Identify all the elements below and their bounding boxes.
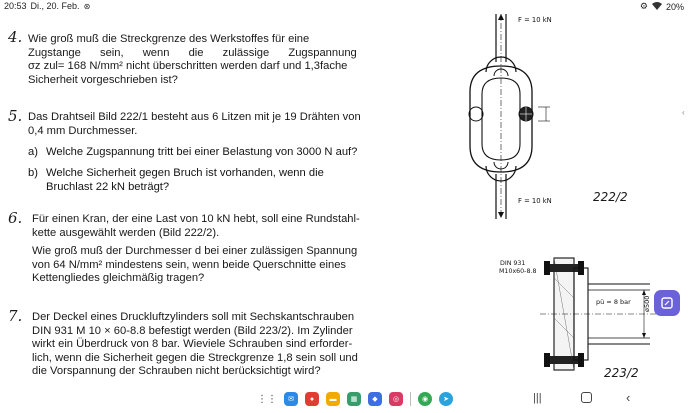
subtask-label: a) — [28, 146, 38, 158]
pressure-label: pü = 8 bar — [596, 298, 631, 306]
task-line: Kettengliedes gleichmäßig tragen? — [32, 272, 205, 285]
subtask-b — [28, 167, 373, 195]
navigation-bar — [0, 384, 690, 413]
status-date: Di., 20. Feb. — [30, 1, 80, 11]
task-5-text — [28, 111, 373, 138]
back-icon[interactable]: ‹ — [626, 390, 631, 405]
home-icon[interactable] — [581, 392, 592, 403]
subtask-line: Welche Sicherheit gegen Bruch ist vorhanden, wenn die — [46, 167, 324, 179]
task-line: Sicherheit vorgeschrieben ist? — [28, 73, 178, 86]
task-line: Wie groß muß der Durchmesser d bei einer zulässigen Spannung — [32, 245, 358, 258]
status-bar — [0, 0, 690, 14]
task-line: 0,4 mm Durchmesser. — [28, 124, 138, 137]
wifi-icon — [652, 2, 662, 12]
calendar-app-icon[interactable]: ▦ — [347, 392, 361, 406]
subtask-label: b) — [28, 167, 38, 179]
dock-divider — [410, 392, 411, 406]
task-line: Der Deckel eines Druckluftzylinders soll mit Sechskantschrauben — [32, 311, 355, 323]
messages-app-icon[interactable]: ✉ — [284, 392, 298, 406]
task-number: 6. — [8, 209, 23, 227]
media-app-icon[interactable]: ● — [305, 392, 319, 406]
bolt-spec-label: M10x60-8.8 — [499, 268, 537, 275]
chat-app-icon[interactable]: ◆ — [368, 392, 382, 406]
bolt-spec-label: DIN 931 — [500, 260, 526, 267]
task-line: die Vorspannung der Schrauben nicht berücksichtigt wird? — [32, 365, 321, 378]
task-line: Zugstange sein, wenn die zulässige Zugspannung — [28, 46, 357, 59]
task-line: Das Drahtseil Bild 222/1 besteht aus 6 Litzen mit je 19 Drähten von — [28, 111, 361, 123]
task-line: kette ausgewählt werden (Bild 222/2). — [32, 226, 220, 239]
settings-icon: ⚙ — [639, 1, 648, 11]
app-grid-icon[interactable]: ⋮⋮ — [257, 393, 277, 405]
recent-apps-icon[interactable]: ||| — [533, 392, 542, 404]
subtask-a — [28, 146, 373, 160]
notification-icon: ⊛ — [83, 1, 91, 11]
task-line: Wie groß muß die Streckgrenze des Werkstoffes für eine — [28, 33, 310, 45]
app-dock — [257, 392, 453, 406]
task-4-text — [28, 33, 370, 87]
side-panel-handle-icon[interactable]: ‹ — [682, 108, 685, 117]
camera-app-icon[interactable]: ◎ — [389, 392, 403, 406]
crop-icon — [660, 296, 674, 310]
subtask-line: Bruchlast 22 kN beträgt? — [46, 180, 170, 193]
force-bottom-label: F = 10 kN — [518, 197, 552, 205]
chain-link-figure — [450, 14, 590, 219]
figure-label: 222/2 — [593, 190, 628, 204]
document-page — [0, 14, 690, 384]
status-time: 20:53 — [4, 1, 27, 11]
screenshot-tool-button[interactable] — [654, 290, 680, 316]
task-number: 4. — [8, 28, 23, 46]
figure-label: 223/2 — [604, 366, 639, 380]
task-line: wirkt ein Überdruck von 8 bar. Wieviele Schrauben sind erforder- — [32, 338, 353, 351]
diameter-label: ø500 — [643, 295, 651, 312]
telegram-app-icon[interactable]: ➤ — [439, 392, 453, 406]
task-number: 7. — [8, 307, 23, 325]
cylinder-figure — [540, 254, 660, 382]
task-7-text — [32, 311, 377, 379]
task-line: Für einen Kran, der eine Last von 10 kN hebt, soll eine Rundstahl- — [32, 213, 360, 225]
files-app-icon[interactable]: ▬ — [326, 392, 340, 406]
force-top-label: F = 10 kN — [518, 16, 552, 24]
task-6-text — [32, 213, 377, 286]
task-line: DIN 931 M 10 × 60-8.8 befestigt werden (Bild 223/2). Im Zylinder — [32, 324, 353, 337]
chrome-app-icon[interactable]: ◉ — [418, 392, 432, 406]
subtask-line: Welche Zugspannung tritt bei einer Belastung von 3000 N auf? — [46, 146, 358, 158]
task-line: σz zul= 168 N/mm² nicht überschritten werden darf und 1,3fache — [28, 60, 348, 73]
task-line: lich, wenn die Sicherheit gegen die Streckgrenze 1,8 sein soll und — [32, 351, 358, 364]
task-line: von 64 N/mm² mindestens sein, wenn beide Querschnitte eines — [32, 258, 347, 271]
battery-level: 20% — [665, 1, 684, 12]
task-number: 5. — [8, 107, 23, 125]
